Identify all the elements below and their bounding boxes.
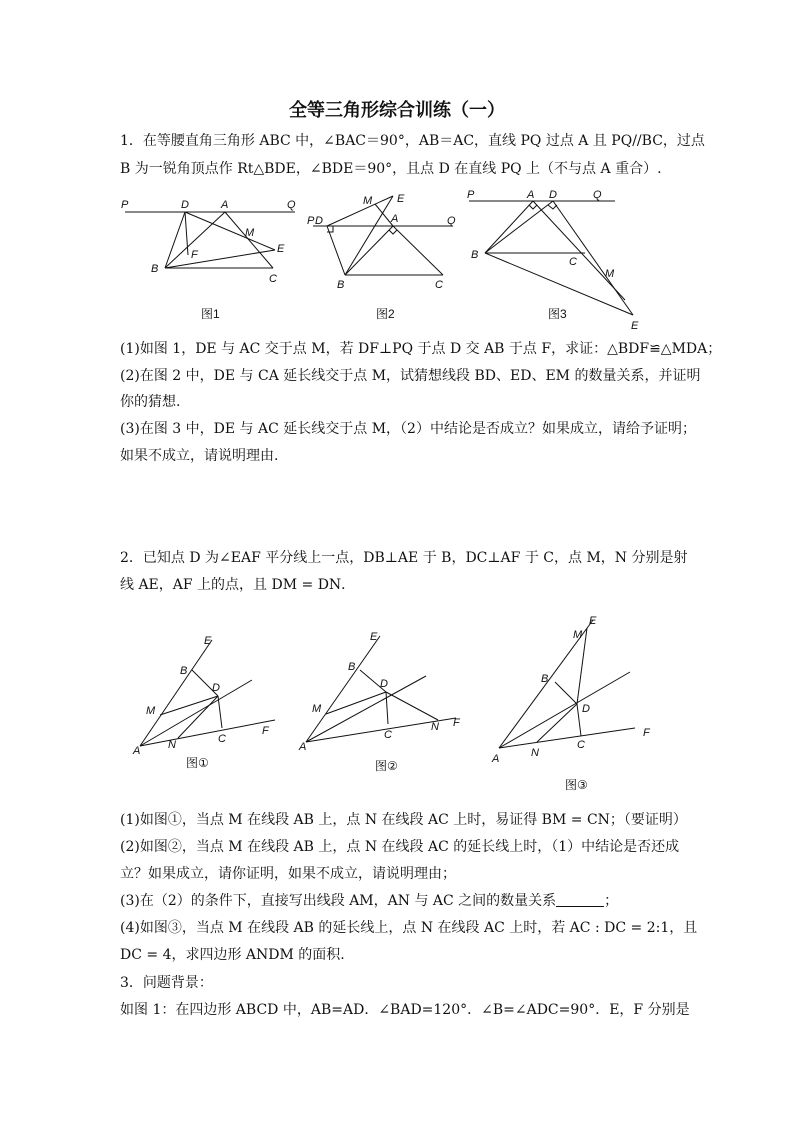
ray-af: [140, 720, 275, 746]
label-a: A: [221, 199, 229, 211]
label-c: C: [269, 273, 277, 285]
label-q: Q: [593, 189, 602, 201]
segment-dn: [386, 692, 438, 720]
q1-figure-2: [305, 188, 475, 293]
q1-part2a: (2)在图 2 中，DE 与 CA 延长线交于点 M，试猜想线段 BD、ED、EM 的数量关系，并证明: [120, 368, 701, 384]
q2-part3: [120, 891, 618, 911]
q2-part1: (1)如图①，当点 M 在线段 AB 上，点 N 在线段 AC 上时，易证得 BM = CN；（要证明）: [120, 812, 687, 828]
label-b: B: [348, 661, 356, 673]
q2-line1: 2．已知点 D 为∠EAF 平分线上一点，DB⊥AE 于 B，DC⊥AF 于 C，点 M，N 分别是射: [120, 550, 688, 566]
page-title: 全等三角形综合训练（一）: [289, 100, 505, 121]
label-m: M: [245, 227, 255, 239]
segment-be: [345, 196, 393, 275]
segment-bd: [555, 682, 577, 704]
q1-line1: 1．在等腰直角三角形 ABC 中，∠BAC＝90°，AB＝AC，直线 PQ 过点 A 且 PQ//BC，过点: [120, 133, 705, 149]
segment-ac: [393, 226, 443, 275]
segment-dc: [218, 696, 222, 728]
label-m: M: [573, 629, 583, 641]
segment-ac: [533, 201, 625, 300]
q2-part4a: (4)如图③，当点 M 在线段 AB 的延长线上，点 N 在线段 AC 上时，若 AC : DC = 2:1，且: [120, 920, 698, 936]
label-p: P: [121, 199, 129, 211]
label-c: C: [435, 279, 443, 291]
label-a: A: [492, 753, 500, 765]
label-b: B: [337, 279, 345, 291]
q2-fig3-caption: 图③: [565, 778, 588, 792]
label-c: C: [577, 739, 585, 751]
right-angle-a: [389, 230, 397, 234]
label-m: M: [363, 195, 373, 207]
segment-bd: [165, 212, 185, 268]
label-e: E: [631, 320, 639, 332]
q2-figure-2: [296, 626, 471, 756]
right-angle-a: [529, 205, 537, 209]
label-b: B: [180, 665, 188, 677]
label-e: E: [397, 193, 405, 205]
label-f: F: [643, 727, 650, 739]
label-c: C: [569, 256, 577, 268]
q2-fig1-caption: 图①: [186, 756, 209, 770]
label-f: F: [191, 249, 198, 261]
label-d: D: [582, 703, 590, 715]
label-n: N: [168, 739, 176, 751]
label-a: A: [527, 189, 535, 201]
label-e: E: [204, 635, 212, 647]
segment-de: [327, 196, 393, 226]
label-d: D: [181, 199, 189, 211]
ray-ae: [306, 636, 380, 742]
q3-line2: 如图 1：在四边形 ABCD 中，AB=AD．∠BAD=120°．∠B=∠ADC=90°．E，F 分别是: [120, 1002, 690, 1018]
label-q: Q: [447, 215, 456, 227]
segment-bd: [485, 201, 553, 253]
segment-ab: [485, 201, 533, 253]
label-m: M: [312, 703, 322, 715]
q1-part3a: (3)在图 3 中，DE 与 AC 延长线交于点 M，（2）中结论是否成立？如果成立，请给予证明；: [120, 421, 696, 437]
q1-part2b: 你的猜想.: [120, 394, 181, 410]
label-c: C: [218, 733, 226, 745]
q2-fig2-caption: 图②: [375, 759, 398, 773]
q1-fig3-caption: 图3: [548, 307, 567, 321]
segment-dc: [577, 704, 581, 736]
q2-part2a: (2)如图②，当点 M 在线段 AB 上，点 N 在线段 AC 的延长线上时，（1）中结论是否还成: [120, 839, 680, 855]
label-d: D: [212, 682, 220, 694]
label-a: A: [299, 741, 307, 753]
label-a: A: [133, 745, 141, 757]
label-n: N: [531, 747, 539, 759]
label-m: M: [605, 268, 615, 280]
q2-part2b: 立？如果成立，请你证明，如果不成立，请说明理由；: [120, 866, 456, 882]
q1-fig2-caption: 图2: [376, 307, 395, 321]
q2-line2: 线 AE，AF 上的点，且 DM = DN．: [120, 577, 356, 593]
label-q: Q: [287, 199, 296, 211]
label-d: D: [549, 189, 557, 201]
q1-figure-1: [115, 190, 305, 295]
label-d: D: [380, 678, 388, 690]
label-p: P: [467, 189, 475, 201]
ray-af: [499, 728, 635, 748]
q2-figure-3: [485, 610, 660, 770]
ray-ae: [140, 640, 212, 746]
label-d: D: [315, 215, 323, 227]
bisector-ad: [499, 672, 630, 748]
label-n: N: [431, 721, 439, 733]
q1-part3b: 如果不成立，请说明理由.: [120, 448, 279, 464]
q1-part1: (1)如图 1，DE 与 AC 交于点 M，若 DF⊥PQ 于点 D 交 AB 于点 F，求证：△BDF≌△MDA；: [120, 341, 722, 357]
label-f: F: [262, 725, 269, 737]
segment-ab: [345, 226, 393, 275]
label-b: B: [471, 249, 479, 261]
segment-ac: [225, 212, 273, 268]
q1-fig1-caption: 图1: [201, 307, 220, 321]
label-f: F: [453, 717, 460, 729]
label-e: E: [589, 615, 597, 627]
label-b: B: [151, 263, 159, 275]
q2-figure-1: [130, 630, 280, 760]
label-a: A: [391, 213, 399, 225]
label-p: P: [307, 215, 315, 227]
q2-part4b: DC = 4，求四边形 ANDM 的面积.: [120, 947, 345, 963]
segment-bd: [327, 226, 345, 275]
label-e: E: [370, 631, 378, 643]
q3-line1: 3．问题背景：: [120, 975, 213, 991]
bisector-ad: [140, 680, 252, 746]
label-m: M: [146, 705, 156, 717]
q2-part3-text: (3)在（2）的条件下，直接写出线段 AM，AN 与 AC 之间的数量关系: [120, 893, 557, 909]
label-c: C: [384, 729, 392, 741]
q1-line2: B 为一锐角顶点作 Rt△BDE，∠BDE＝90°，且点 D 在直线 PQ 上（不与点 A 重合）.: [120, 161, 662, 177]
q2-part3-end: ；: [604, 893, 619, 909]
label-b: B: [541, 673, 549, 685]
label-e: E: [277, 243, 285, 255]
answer-blank: [556, 892, 604, 907]
